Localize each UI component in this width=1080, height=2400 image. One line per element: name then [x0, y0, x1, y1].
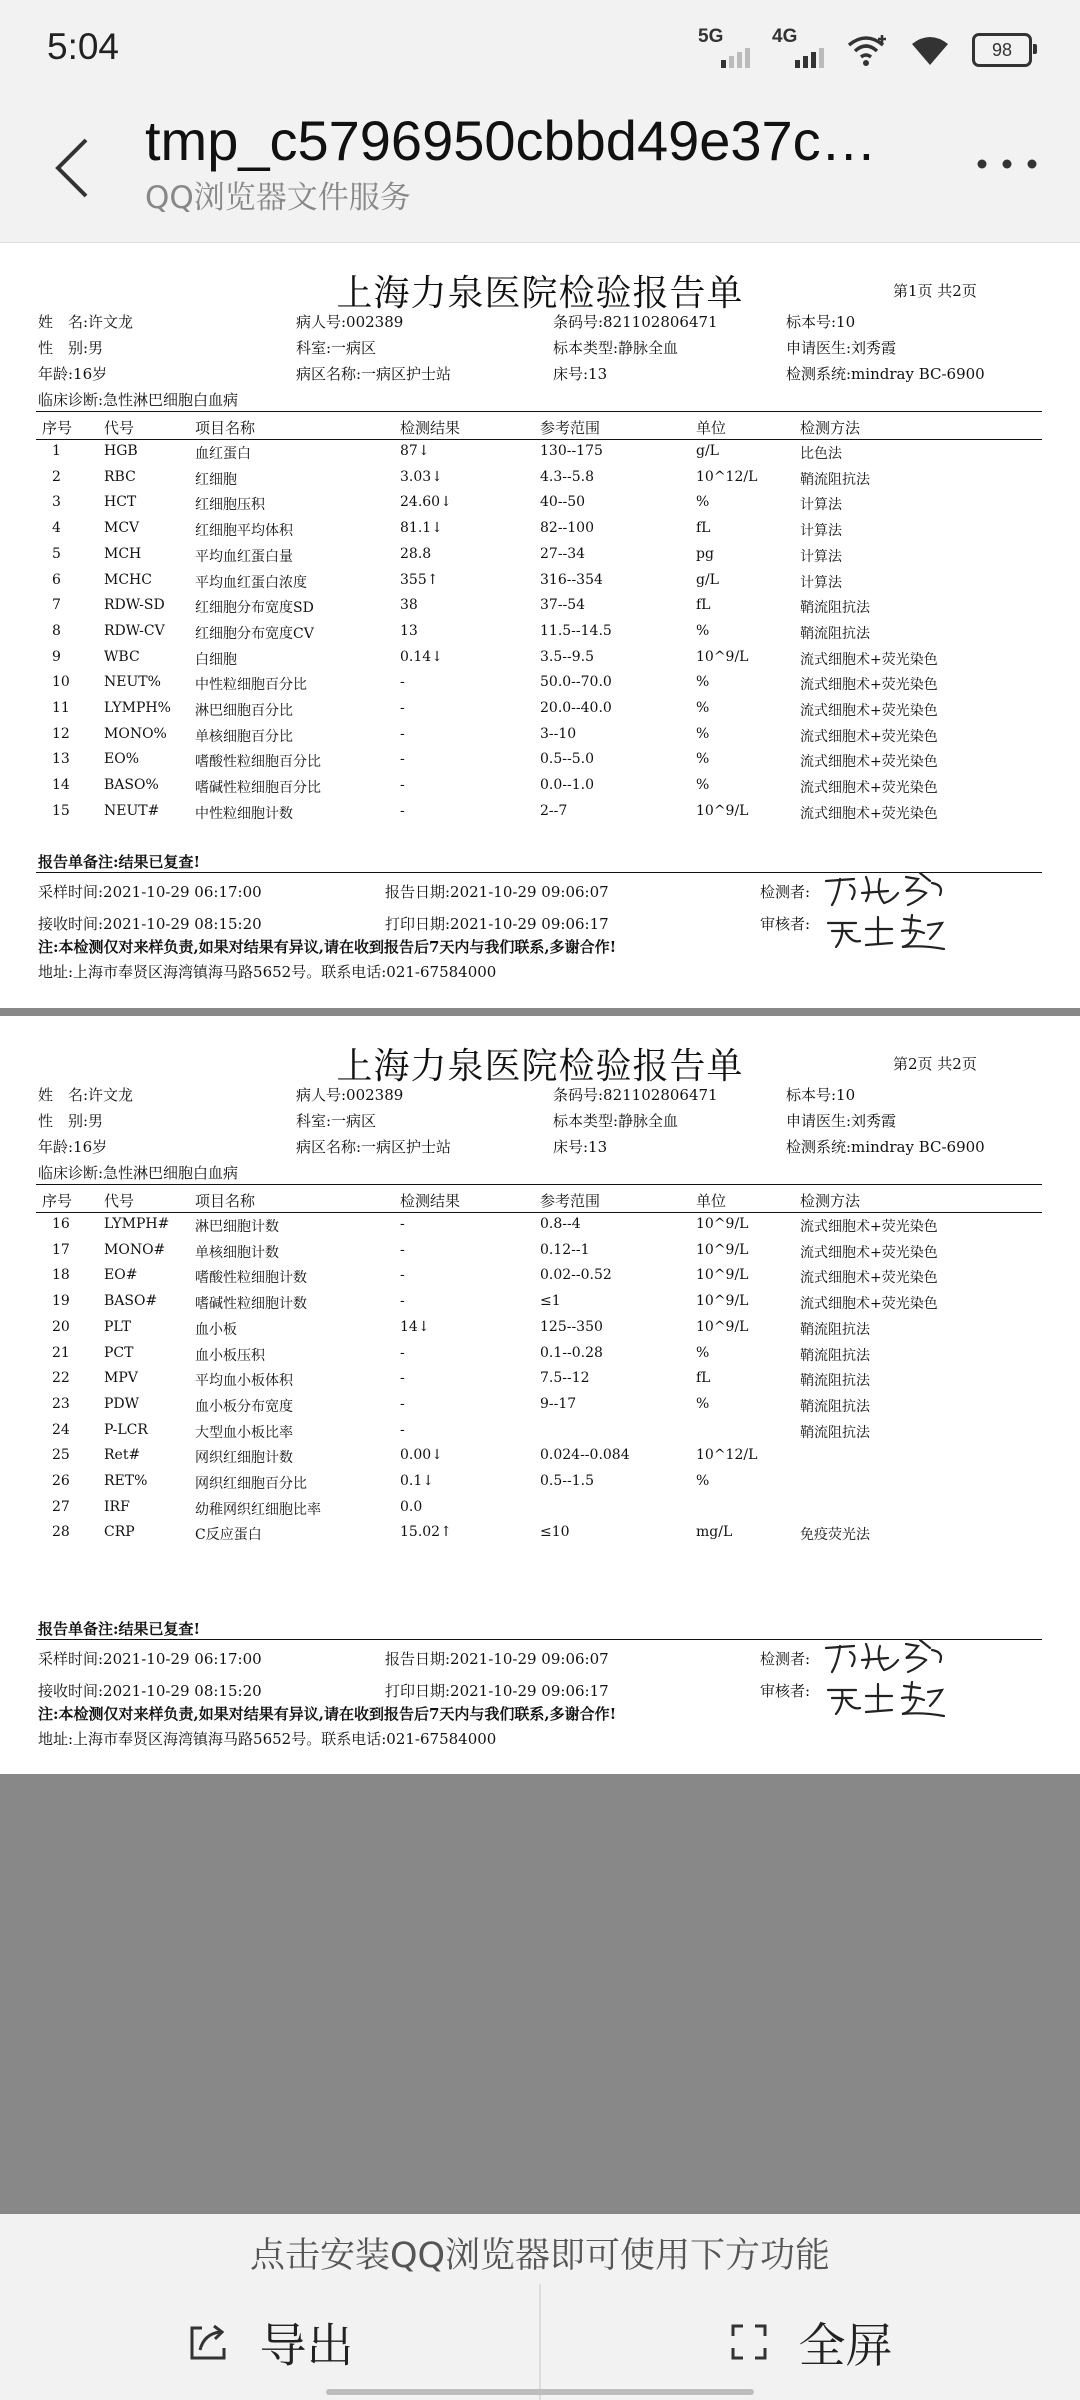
row-result: -	[400, 1241, 405, 1258]
status-icons	[698, 26, 1032, 70]
page-number: 第2页 共2页	[893, 1055, 977, 1073]
export-label: 导出	[259, 2318, 354, 2374]
row-code: Ret#	[104, 1447, 141, 1464]
file-subtitle: QQ浏览器文件服务	[145, 180, 411, 216]
row-code: MCV	[104, 520, 140, 537]
receive-time: 接收时间:2021-10-29 08:15:20	[38, 1682, 262, 1700]
col-header-no: 序号	[42, 419, 73, 437]
row-range: 0.12--1	[540, 1241, 590, 1258]
row-method: 流式细胞术+荧光染色	[800, 703, 938, 719]
row-range: 4.3--5.8	[540, 468, 594, 485]
row-range: 0.5--1.5	[540, 1473, 594, 1489]
row-item: 血小板压积	[195, 1347, 265, 1364]
row-range: 0.02--0.52	[540, 1267, 612, 1284]
row-item: 中性粒细胞百分比	[195, 677, 307, 694]
back-button[interactable]	[44, 128, 104, 208]
clinical-diagnosis: 临床诊断:急性淋巴细胞白血病	[38, 1164, 239, 1182]
row-unit: %	[696, 674, 710, 691]
row-item: 红细胞分布宽度CV	[195, 625, 314, 642]
row-method: 计算法	[800, 497, 842, 514]
row-unit: %	[696, 622, 710, 639]
row-no: 7	[52, 597, 61, 614]
row-range: 9--17	[540, 1395, 577, 1412]
row-method: 计算法	[800, 523, 842, 540]
row-unit: 10^12/L	[696, 468, 758, 485]
row-method: 流式细胞术+荧光染色	[800, 677, 938, 694]
row-item: 红细胞分布宽度SD	[195, 600, 314, 617]
row-code: MPV	[104, 1370, 138, 1387]
row-no: 8	[52, 622, 61, 639]
row-range: 2--7	[540, 802, 568, 819]
row-code: MONO%	[104, 725, 167, 742]
row-method: 流式细胞术+荧光染色	[800, 754, 938, 771]
row-no: 18	[52, 1267, 70, 1284]
row-no: 4	[52, 520, 61, 537]
report-date: 报告日期:2021-10-29 09:06:07	[385, 883, 609, 901]
col-header-unit: 单位	[696, 1192, 727, 1210]
row-unit: fL	[696, 597, 711, 614]
row-range: 11.5--14.5	[540, 622, 612, 639]
row-method: 鞘流阻抗法	[800, 1424, 870, 1441]
row-unit: %	[696, 1344, 710, 1361]
col-header-result: 检测结果	[400, 1192, 461, 1210]
sim1-label: 5G	[698, 26, 724, 47]
row-no: 15	[52, 802, 70, 819]
hospital-address: 地址:上海市奉贤区海湾镇海马路5652号。联系电话:021-67584000	[38, 963, 497, 981]
fullscreen-label: 全屏	[798, 2318, 893, 2374]
row-result: 87↓	[400, 443, 430, 459]
report-remark: 报告单备注:结果已复查!	[38, 853, 201, 871]
row-range: 50.0--70.0	[540, 674, 612, 691]
export-button[interactable]	[0, 2284, 539, 2400]
row-item: 幼稚网织红细胞比率	[195, 1501, 321, 1518]
patient-name: 姓 名:许文龙	[38, 1086, 134, 1104]
row-code: BASO#	[104, 1293, 158, 1310]
status-bar	[0, 0, 1080, 100]
col-header-code: 代号	[104, 419, 135, 437]
row-range: 125--350	[540, 1318, 603, 1335]
row-code: LYMPH%	[104, 700, 171, 716]
row-result: -	[400, 751, 405, 768]
ward-name: 病区名称:一病区护士站	[296, 1138, 452, 1156]
row-result: -	[400, 725, 405, 742]
row-item: 嗜碱性粒细胞计数	[195, 1296, 307, 1313]
row-method: 流式细胞术+荧光染色	[800, 805, 938, 822]
sample-type: 标本类型:静脉全血	[553, 339, 679, 357]
export-icon	[186, 2320, 230, 2364]
row-code: HGB	[104, 443, 138, 459]
row-method: 流式细胞术+荧光染色	[800, 1296, 938, 1313]
department: 科室:一病区	[296, 1112, 377, 1130]
row-unit: %	[696, 1395, 710, 1412]
row-unit: 10^9/L	[696, 648, 749, 665]
row-method: 免疫荧光法	[800, 1527, 870, 1544]
row-item: 网织红细胞计数	[195, 1450, 293, 1467]
row-method: 鞘流阻抗法	[800, 1347, 870, 1364]
row-unit: g/L	[696, 571, 719, 588]
row-range: 20.0--40.0	[540, 700, 612, 716]
row-code: RET%	[104, 1473, 148, 1489]
row-item: C反应蛋白	[195, 1527, 262, 1544]
row-range: 82--100	[540, 520, 594, 537]
col-header-range: 参考范围	[540, 1192, 601, 1210]
status-time: 5:04	[47, 26, 120, 67]
battery-icon: 98	[972, 33, 1032, 67]
row-code: HCT	[104, 494, 137, 511]
row-result: 28.8	[400, 545, 432, 562]
row-method: 流式细胞术+荧光染色	[800, 1219, 938, 1235]
row-unit: %	[696, 725, 710, 742]
report-page	[0, 1016, 1080, 1774]
install-tip[interactable]: 点击安装QQ浏览器即可使用下方功能	[249, 2236, 831, 2276]
row-unit: 10^9/L	[696, 1216, 749, 1232]
row-no: 24	[52, 1421, 70, 1438]
row-method: 流式细胞术+荧光染色	[800, 780, 938, 797]
row-no: 1	[52, 443, 61, 459]
table-header-rule	[36, 1212, 1042, 1213]
row-result: 355↑	[400, 571, 439, 588]
row-no: 12	[52, 725, 70, 742]
row-no: 6	[52, 571, 61, 588]
patient-age: 年龄:16岁	[38, 365, 108, 383]
row-result: 3.03↓	[400, 468, 443, 485]
reviewer-signature	[822, 911, 952, 951]
clinical-diagnosis: 临床诊断:急性淋巴细胞白血病	[38, 391, 239, 409]
sample-number: 标本号:10	[786, 1086, 856, 1104]
department: 科室:一病区	[296, 339, 377, 357]
row-range: 37--54	[540, 597, 586, 614]
bed-number: 床号:13	[553, 365, 608, 383]
row-unit: %	[696, 1473, 710, 1489]
patient-name: 姓 名:许文龙	[38, 313, 134, 331]
row-result: -	[400, 1293, 405, 1310]
report-page	[0, 243, 1080, 1008]
table-top-rule	[36, 411, 1042, 412]
row-result: 38	[400, 597, 418, 614]
row-unit: 10^9/L	[696, 1241, 749, 1258]
row-unit: mg/L	[696, 1524, 733, 1541]
row-method: 鞘流阻抗法	[800, 1373, 870, 1390]
row-range: 0.1--0.28	[540, 1344, 603, 1361]
row-code: NEUT%	[104, 674, 161, 691]
report-title: 上海力泉医院检验报告单	[336, 1046, 744, 1087]
row-code: MCH	[104, 545, 142, 562]
report-title: 上海力泉医院检验报告单	[336, 273, 744, 314]
row-result: -	[400, 802, 405, 819]
signal-4g-icon	[772, 26, 824, 70]
home-indicator[interactable]	[326, 2389, 754, 2395]
row-no: 26	[52, 1473, 70, 1489]
row-no: 25	[52, 1447, 70, 1464]
file-title: tmp_c5796950cbbd49e37c…	[145, 109, 877, 172]
tester-label: 检测者:	[760, 883, 811, 901]
row-no: 21	[52, 1344, 70, 1361]
row-unit: 10^9/L	[696, 802, 749, 819]
report-remark: 报告单备注:结果已复查!	[38, 1620, 201, 1638]
app-header	[0, 100, 1080, 243]
row-result: -	[400, 700, 405, 716]
row-range: 0.024--0.084	[540, 1447, 630, 1464]
requesting-doctor: 申请医生:刘秀霞	[786, 339, 897, 357]
row-method: 流式细胞术+荧光染色	[800, 1270, 938, 1287]
row-method: 鞘流阻抗法	[800, 625, 870, 642]
row-method: 鞘流阻抗法	[800, 600, 870, 617]
row-result: 14↓	[400, 1318, 430, 1335]
row-code: P-LCR	[104, 1421, 148, 1438]
hospital-address: 地址:上海市奉贤区海湾镇海马路5652号。联系电话:021-67584000	[38, 1730, 497, 1748]
row-range: 3--10	[540, 725, 577, 742]
disclaimer-note: 注:本检测仅对来样负责,如果对结果有异议,请在收到报告后7天内与我们联系,多谢合作!	[38, 938, 617, 956]
patient-sex: 性 别:男	[38, 1112, 104, 1130]
row-result: 15.02↑	[400, 1524, 452, 1541]
row-result: 0.1↓	[400, 1473, 434, 1489]
row-result: 24.60↓	[400, 494, 452, 511]
row-code: CRP	[104, 1524, 135, 1541]
row-result: -	[400, 777, 405, 794]
row-code: IRF	[104, 1498, 130, 1515]
row-no: 16	[52, 1216, 70, 1232]
row-code: WBC	[104, 648, 140, 665]
row-result: -	[400, 1344, 405, 1361]
sample-time: 采样时间:2021-10-29 06:17:00	[38, 883, 262, 901]
row-code: MCHC	[104, 571, 152, 588]
row-item: 单核细胞计数	[195, 1244, 279, 1261]
print-date: 打印日期:2021-10-29 09:06:17	[385, 1682, 609, 1700]
row-unit: %	[696, 777, 710, 794]
row-code: LYMPH#	[104, 1216, 170, 1232]
sample-time: 采样时间:2021-10-29 06:17:00	[38, 1650, 262, 1668]
row-no: 27	[52, 1498, 70, 1515]
row-unit: %	[696, 700, 710, 716]
row-no: 13	[52, 751, 70, 768]
table-header-rule	[36, 439, 1042, 440]
row-no: 17	[52, 1241, 70, 1258]
col-header-range: 参考范围	[540, 419, 601, 437]
row-result: -	[400, 1370, 405, 1387]
row-item: 淋巴细胞百分比	[195, 703, 293, 719]
row-no: 22	[52, 1370, 70, 1387]
row-method: 鞘流阻抗法	[800, 471, 870, 488]
row-code: RDW-SD	[104, 597, 165, 614]
row-no: 28	[52, 1524, 70, 1541]
row-no: 3	[52, 494, 61, 511]
reviewer-label: 审核者:	[760, 1682, 811, 1700]
row-method: 鞘流阻抗法	[800, 1321, 870, 1338]
row-range: 316--354	[540, 571, 603, 588]
page-number: 第1页 共2页	[893, 282, 977, 300]
row-code: RDW-CV	[104, 622, 165, 639]
row-code: PCT	[104, 1344, 134, 1361]
row-item: 血小板	[195, 1321, 237, 1338]
col-header-code: 代号	[104, 1192, 135, 1210]
row-no: 20	[52, 1318, 70, 1335]
row-result: 13	[400, 622, 418, 639]
row-item: 大型血小板比率	[195, 1424, 293, 1441]
row-code: MONO#	[104, 1241, 166, 1258]
patient-number: 病人号:002389	[296, 1086, 404, 1104]
row-item: 单核细胞百分比	[195, 728, 293, 745]
row-item: 嗜碱性粒细胞百分比	[195, 780, 321, 797]
more-menu-button[interactable]	[974, 152, 1040, 176]
row-result: 0.14↓	[400, 648, 443, 665]
row-range: 27--34	[540, 545, 586, 562]
col-header-method: 检测方法	[800, 1192, 861, 1210]
col-header-result: 检测结果	[400, 419, 461, 437]
row-range: 0.5--5.0	[540, 751, 594, 768]
row-range: 3.5--9.5	[540, 648, 594, 665]
row-unit: %	[696, 494, 710, 511]
wifi-plus-icon	[846, 33, 888, 67]
row-range: ≤10	[540, 1524, 570, 1541]
disclaimer-note: 注:本检测仅对来样负责,如果对结果有异议,请在收到报告后7天内与我们联系,多谢合作!	[38, 1705, 617, 1723]
row-method: 流式细胞术+荧光染色	[800, 651, 938, 668]
test-system: 检测系统:mindray BC-6900	[786, 365, 985, 383]
row-unit: 10^9/L	[696, 1318, 749, 1335]
col-header-item: 项目名称	[195, 1192, 256, 1210]
signal-5g-icon	[698, 26, 750, 70]
reviewer-label: 审核者:	[760, 915, 811, 933]
row-result: 0.00↓	[400, 1447, 443, 1464]
row-no: 9	[52, 648, 61, 665]
row-code: PLT	[104, 1318, 131, 1335]
row-result: 81.1↓	[400, 520, 443, 537]
row-method: 鞘流阻抗法	[800, 1398, 870, 1415]
row-method: 计算法	[800, 574, 842, 591]
row-no: 14	[52, 777, 70, 794]
row-code: NEUT#	[104, 802, 160, 819]
row-code: RBC	[104, 468, 136, 485]
row-unit: 10^9/L	[696, 1293, 749, 1310]
receive-time: 接收时间:2021-10-29 08:15:20	[38, 915, 262, 933]
row-unit: 10^12/L	[696, 1447, 758, 1464]
row-unit: g/L	[696, 443, 719, 459]
patient-number: 病人号:002389	[296, 313, 404, 331]
row-method: 流式细胞术+荧光染色	[800, 728, 938, 745]
row-item: 网织红细胞百分比	[195, 1476, 307, 1492]
row-no: 2	[52, 468, 61, 485]
row-range: 130--175	[540, 443, 603, 459]
row-no: 19	[52, 1293, 70, 1310]
tester-signature	[822, 871, 952, 911]
row-method: 流式细胞术+荧光染色	[800, 1244, 938, 1261]
row-unit: 10^9/L	[696, 1267, 749, 1284]
row-unit: fL	[696, 520, 711, 537]
requesting-doctor: 申请医生:刘秀霞	[786, 1112, 897, 1130]
row-result: -	[400, 1395, 405, 1412]
ward-name: 病区名称:一病区护士站	[296, 365, 452, 383]
barcode: 条码号:821102806471	[553, 313, 718, 331]
sample-number: 标本号:10	[786, 313, 856, 331]
row-item: 白细胞	[195, 651, 237, 668]
row-range: 40--50	[540, 494, 586, 511]
row-no: 10	[52, 674, 70, 691]
col-header-no: 序号	[42, 1192, 73, 1210]
row-item: 血小板分布宽度	[195, 1398, 293, 1415]
patient-age: 年龄:16岁	[38, 1138, 108, 1156]
row-item: 血红蛋白	[195, 446, 251, 462]
row-unit: pg	[696, 545, 714, 562]
patient-sex: 性 别:男	[38, 339, 104, 357]
row-code: PDW	[104, 1395, 140, 1412]
row-item: 平均血红蛋白浓度	[195, 574, 307, 591]
row-no: 11	[52, 700, 70, 716]
barcode: 条码号:821102806471	[553, 1086, 718, 1104]
table-top-rule	[36, 1184, 1042, 1185]
row-item: 红细胞	[195, 471, 237, 488]
row-result: -	[400, 1216, 405, 1232]
row-item: 嗜酸性粒细胞计数	[195, 1270, 307, 1287]
row-item: 嗜酸性粒细胞百分比	[195, 754, 321, 771]
tester-signature	[822, 1638, 952, 1678]
row-unit: fL	[696, 1370, 711, 1387]
row-item: 中性粒细胞计数	[195, 805, 293, 822]
row-range: ≤1	[540, 1293, 561, 1310]
row-range: 7.5--12	[540, 1370, 590, 1387]
row-unit: %	[696, 751, 710, 768]
row-range: 0.0--1.0	[540, 777, 594, 794]
row-item: 红细胞平均体积	[195, 523, 293, 540]
print-date: 打印日期:2021-10-29 09:06:17	[385, 915, 609, 933]
test-system: 检测系统:mindray BC-6900	[786, 1138, 985, 1156]
row-code: EO#	[104, 1267, 138, 1284]
col-header-method: 检测方法	[800, 419, 861, 437]
row-no: 23	[52, 1395, 70, 1412]
row-item: 平均血小板体积	[195, 1373, 293, 1390]
row-range: 0.8--4	[540, 1216, 581, 1232]
row-method: 比色法	[800, 446, 842, 462]
bed-number: 床号:13	[553, 1138, 608, 1156]
report-date: 报告日期:2021-10-29 09:06:07	[385, 1650, 609, 1668]
tester-label: 检测者:	[760, 1650, 811, 1668]
row-method: 计算法	[800, 548, 842, 565]
bottom-action-bar	[0, 2214, 1080, 2400]
row-item: 红细胞压积	[195, 497, 265, 514]
row-result: -	[400, 1421, 405, 1438]
sim2-label: 4G	[772, 26, 798, 47]
col-header-item: 项目名称	[195, 419, 256, 437]
col-header-unit: 单位	[696, 419, 727, 437]
row-code: EO%	[104, 751, 139, 768]
wifi-icon	[910, 34, 950, 66]
reviewer-signature	[822, 1678, 952, 1718]
row-item: 淋巴细胞计数	[195, 1219, 279, 1235]
row-result: -	[400, 674, 405, 691]
row-result: 0.0	[400, 1498, 423, 1515]
row-result: -	[400, 1267, 405, 1284]
row-code: BASO%	[104, 777, 159, 794]
fullscreen-icon	[729, 2322, 769, 2362]
row-no: 5	[52, 545, 61, 562]
fullscreen-button[interactable]	[541, 2284, 1080, 2400]
sample-type: 标本类型:静脉全血	[553, 1112, 679, 1130]
row-item: 平均血红蛋白量	[195, 548, 293, 565]
